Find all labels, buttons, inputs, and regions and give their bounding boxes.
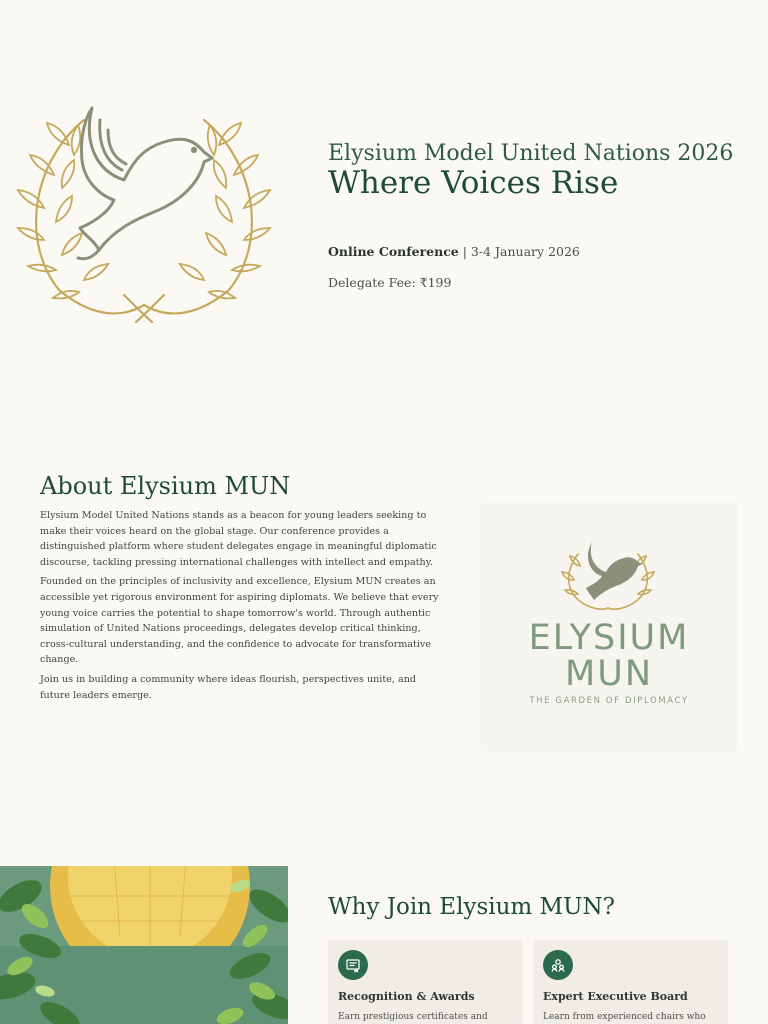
about-paragraph: Join us in building a community where ideas flourish, perspectives unite, and future leaders emerge. xyxy=(40,673,417,701)
certificate-icon xyxy=(338,950,368,980)
feature-title: Recognition & Awards xyxy=(338,990,475,1003)
feature-description: Learn from experienced chairs who xyxy=(543,1012,706,1022)
feature-card-recognition xyxy=(328,940,523,1024)
elysium-logo-card xyxy=(480,502,738,752)
about-body xyxy=(40,508,440,707)
garden-illustration xyxy=(0,866,288,1024)
conference-dates: | 3-4 January 2026 xyxy=(462,244,580,259)
about-paragraph: Elysium Model United Nations stands as a beacon for young leaders seeking to make their voices heard on the global stage. Our conference provides a distinguished platform where student delegates engage in meaningful diplomatic discourse, tackling pressing international challenges with intellect and empathy. xyxy=(40,510,437,568)
logo-dove-laurel-icon xyxy=(558,534,658,616)
hero-tagline: Where Voices Rise xyxy=(328,165,619,201)
dove-laurel-emblem xyxy=(14,100,274,325)
logo-wordmark-line2: MUN xyxy=(565,654,653,694)
people-icon xyxy=(543,950,573,980)
hero-heading-group xyxy=(328,140,748,200)
feature-description: Earn prestigious certificates and xyxy=(338,1012,488,1022)
feature-card-executive-board xyxy=(533,940,728,1024)
feature-title: Expert Executive Board xyxy=(543,990,688,1003)
about-paragraph: Founded on the principles of inclusivity and excellence, Elysium MUN creates an accessible yet rigorous environment for aspiring diplomats. We believe that every young voice carries the potential to shape tomorrow's world. Through authentic simulation of United Nations proceedings, delegates develop critical thinking, cross-cultural understanding, and the confidence to advocate for transformative change. xyxy=(40,576,439,666)
logo-subtitle: THE GARDEN OF DIPLOMACY xyxy=(529,696,689,706)
delegate-fee: Delegate Fee: ₹199 xyxy=(328,275,452,290)
conference-meta xyxy=(328,244,580,259)
logo-wordmark-line1: ELYSIUM xyxy=(528,618,690,658)
why-join-title: Why Join Elysium MUN? xyxy=(328,894,615,920)
conference-format: Online Conference xyxy=(328,244,459,259)
about-title: About Elysium MUN xyxy=(40,472,291,500)
conference-name: Elysium Model United Nations 2026 xyxy=(328,141,734,166)
